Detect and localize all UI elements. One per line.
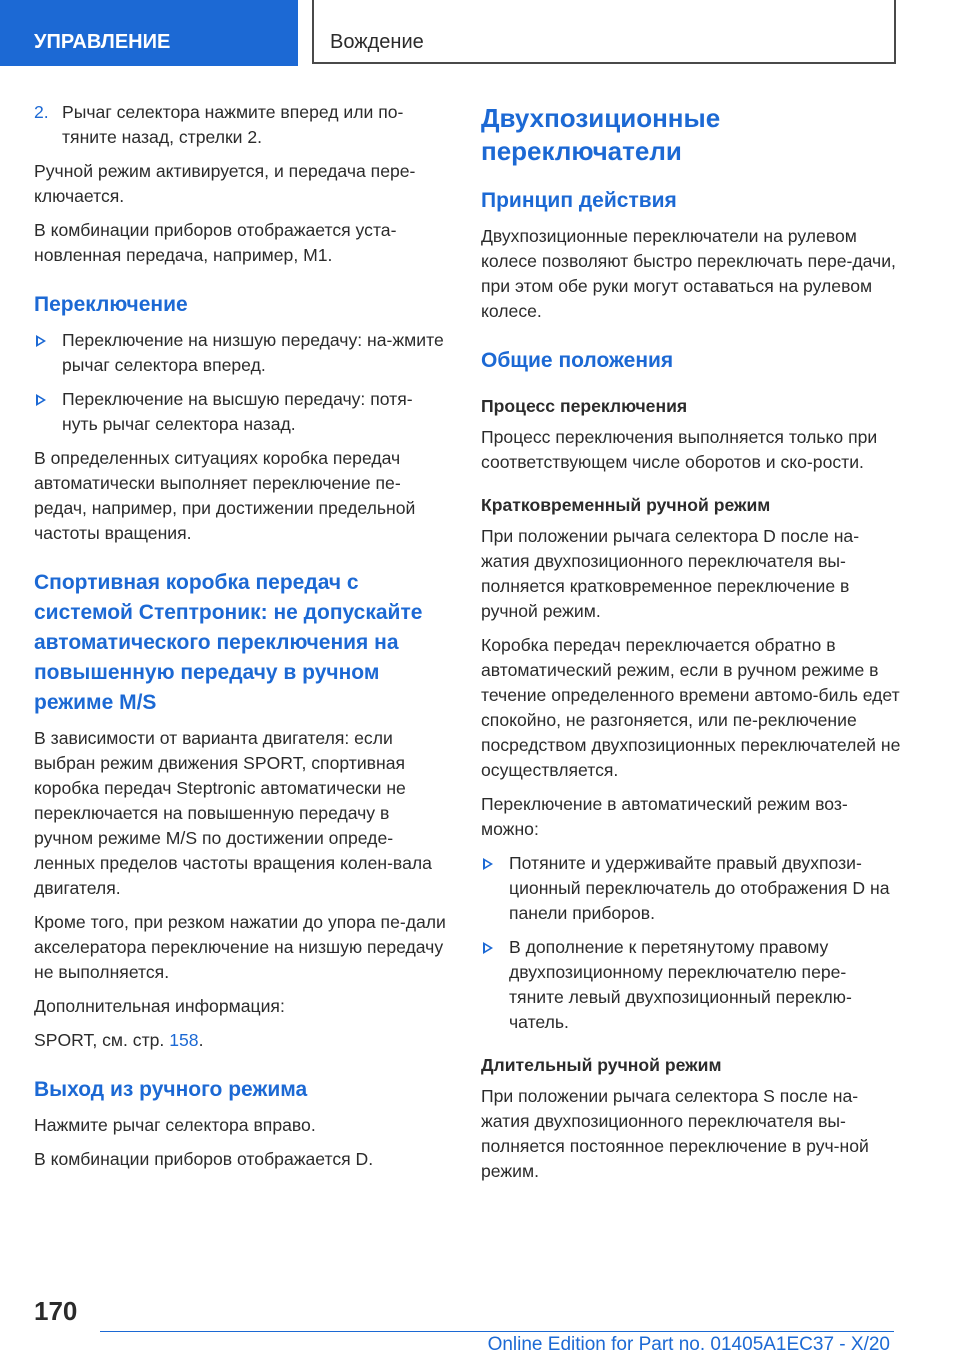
footer-edition: Online Edition for Part no. 01405A1EC37 - X/20 [487, 1334, 890, 1355]
right-column [481, 100, 901, 1193]
bullet-item [34, 387, 448, 437]
paragraph: В комбинации приборов отображается D. [34, 1149, 374, 1169]
page-link-158[interactable]: 158 [169, 1030, 199, 1050]
numbered-step-2 [34, 100, 448, 150]
bullet-item [481, 851, 901, 926]
paragraph: В комбинации приборов отображается уста-новленная передача, например, M1. [34, 220, 397, 265]
bullet-text: В дополнение к перетянутому правому двухпозиционному переключателю пере-тяните левый двухпозиционный переклю-чатель. [509, 937, 852, 1032]
paragraph: Процесс переключения выполняется только при соответствующем числе оборотов и ско-рости. [481, 427, 878, 472]
paragraph-reference [34, 1028, 448, 1053]
paragraph: Коробка передач переключается обратно в автоматический режим, если в ручном режиме в течение определенного времени автомо-биль едет спокойно, не разгоняется, или пе-реключение посредством двухпозиционных переключателей не осуществляется. [481, 635, 901, 780]
heading-general: Общие положения [481, 349, 674, 372]
header-chapter-title: Вождение [312, 0, 896, 64]
heading-principle: Принцип действия [481, 189, 677, 212]
page-number: 170 [34, 1296, 78, 1326]
reference-prefix: SPORT, см. стр. [34, 1030, 170, 1050]
header-section-tab: УПРАВЛЕНИЕ [0, 0, 298, 66]
heading-paddle-shifters: Двухпозиционные переключатели [481, 103, 721, 166]
footer-divider [100, 1331, 894, 1332]
triangle-bullet-icon [483, 858, 493, 870]
paragraph: При положении рычага селектора D после на-жатия двухпозиционного переключателя вы-полняется кратковременное переключение в ручной режим. [481, 526, 860, 621]
bullet-text: Переключение на высшую передачу: потя-нуть рычаг селектора назад. [62, 389, 413, 434]
heading-exit-manual: Выход из ручного режима [34, 1078, 308, 1101]
bullet-text: Потяните и удерживайте правый двухпози-ционный переключатель до отображения D на панели приборов. [509, 853, 890, 923]
triangle-bullet-icon [36, 335, 46, 347]
bullet-item [481, 935, 901, 1035]
subheading-process: Процесс переключения [481, 396, 688, 416]
paragraph: При положении рычага селектора S после на-жатия двухпозиционного переключателя вы-полняется постоянное переключение в руч-ной режим. [481, 1086, 869, 1181]
subheading-short-manual: Кратковременный ручной режим [481, 495, 771, 515]
triangle-bullet-icon [483, 942, 493, 954]
paragraph: Ручной режим активируется, и передача пере-ключается. [34, 161, 416, 206]
paragraph: В зависимости от варианта двигателя: если выбран режим движения SPORT, спортивная коробка передач Steptronic автоматически не переключается на повышенную передачу в ручном режиме M/S по достижении опреде-ленных пределов частоты вращения колен-вала двигателя. [34, 728, 432, 898]
reference-suffix: . [198, 1030, 204, 1050]
step-text: Рычаг селектора нажмите вперед или по-тяните назад, стрелки 2. [62, 102, 404, 147]
bullet-item [34, 328, 448, 378]
paragraph: Дополнительная информация: [34, 996, 285, 1016]
paragraph: Переключение в автоматический режим воз-можно: [481, 794, 848, 839]
paragraph: Нажмите рычаг селектора вправо. [34, 1115, 316, 1135]
paragraph: Кроме того, при резком нажатии до упора пе-дали акселератора переключение на низшую передачу не выполняется. [34, 912, 446, 982]
heading-shift: Переключение [34, 293, 188, 316]
step-number: 2. [34, 102, 49, 122]
left-column [34, 100, 448, 1181]
paragraph: В определенных ситуациях коробка передач автоматически выполняет переключение пе-редач, например, при достижении предельной частоты вращения. [34, 448, 416, 543]
bullet-text: Переключение на низшую передачу: на-жмите рычаг селектора вперед. [62, 330, 444, 375]
triangle-bullet-icon [36, 394, 46, 406]
heading-sport-gearbox: Спортивная коробка передач с системой Стептроник: не допускайте автоматического переключения на повышенную передачу в ручном режиме M/S [34, 571, 423, 714]
subheading-long-manual: Длительный ручной режим [481, 1055, 722, 1075]
paragraph: Двухпозиционные переключатели на рулевом колесе позволяют быстро переключать пере-дачи, при этом обе руки могут оставаться на рулевом колесе. [481, 226, 896, 321]
